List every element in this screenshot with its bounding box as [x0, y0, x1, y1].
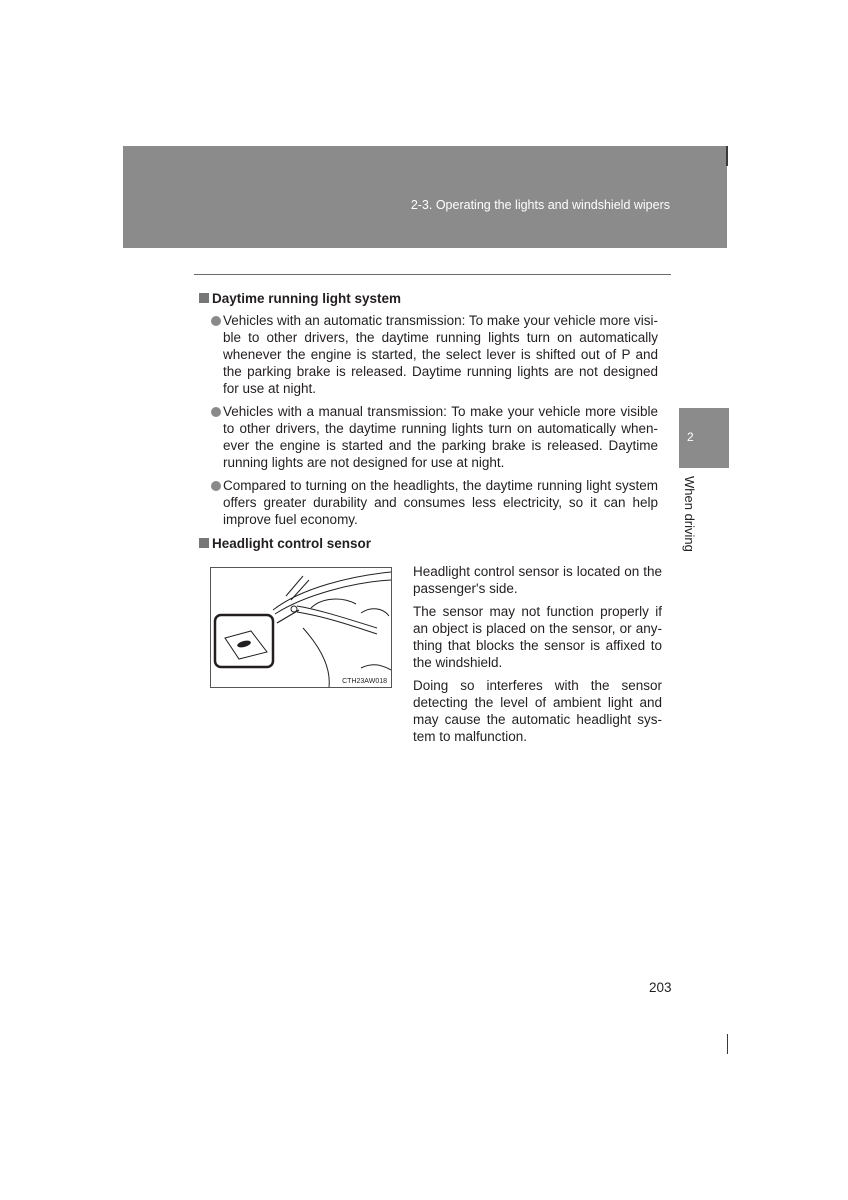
chapter-label: When driving — [682, 476, 697, 552]
chapter-number: 2 — [687, 430, 694, 444]
heading-square-icon — [199, 293, 209, 303]
list-item — [211, 403, 658, 471]
list-item — [211, 312, 658, 397]
section-title: 2-3. Operating the lights and windshield wipers — [410, 198, 670, 212]
heading-headlight-control-sensor — [199, 536, 371, 551]
chapter-tab — [679, 408, 729, 468]
daytime-bullet-list — [211, 312, 658, 534]
page-number: 203 — [649, 980, 672, 995]
sensor-illustration — [210, 567, 392, 688]
sensor-description — [413, 563, 662, 751]
header-rule — [194, 274, 671, 275]
bullet-text: Vehicles with a manual transmission: To make your vehicle more visible to other drivers, the daytime running lights turn on automatically when-ever the engine is started and the parking brake is released. Daytime running lights are not designed for use at night. — [223, 404, 658, 470]
crop-mark-top — [726, 146, 728, 166]
bullet-text: Vehicles with an automatic transmission: To make your vehicle more visi-ble to other drivers, the daytime running lights turn on automatically whenever the engine is started, the select lever is shifted out of P and the parking brake is released. Daytime running lights are not designed for use at night. — [223, 313, 658, 396]
list-item — [211, 477, 658, 528]
paragraph: Doing so interferes with the sensor detecting the level of ambient light and may cause the automatic headlight sys-tem to malfunction. — [413, 678, 662, 744]
chapter-header-band — [123, 146, 727, 248]
bullet-dot-icon — [211, 481, 221, 491]
bullet-dot-icon — [211, 316, 221, 326]
heading-text: Headlight control sensor — [212, 536, 372, 551]
figure-code: CTH23AW018 — [342, 678, 387, 685]
bullet-dot-icon — [211, 407, 221, 417]
paragraph: The sensor may not function properly if an object is placed on the sensor, or any-thing that blocks the sensor is affixed to the windshield. — [413, 604, 662, 670]
heading-daytime-running-light — [199, 291, 401, 306]
heading-square-icon — [199, 538, 209, 548]
heading-text: Daytime running light system — [212, 291, 402, 306]
bullet-text: Compared to turning on the headlights, the daytime running light system offers greater durability and consumes less electricity, so it can help improve fuel economy. — [223, 478, 658, 527]
windshield-sensor-drawing — [211, 568, 391, 687]
crop-mark-bottom — [727, 1034, 728, 1054]
paragraph: Headlight control sensor is located on the passenger's side. — [413, 564, 662, 596]
